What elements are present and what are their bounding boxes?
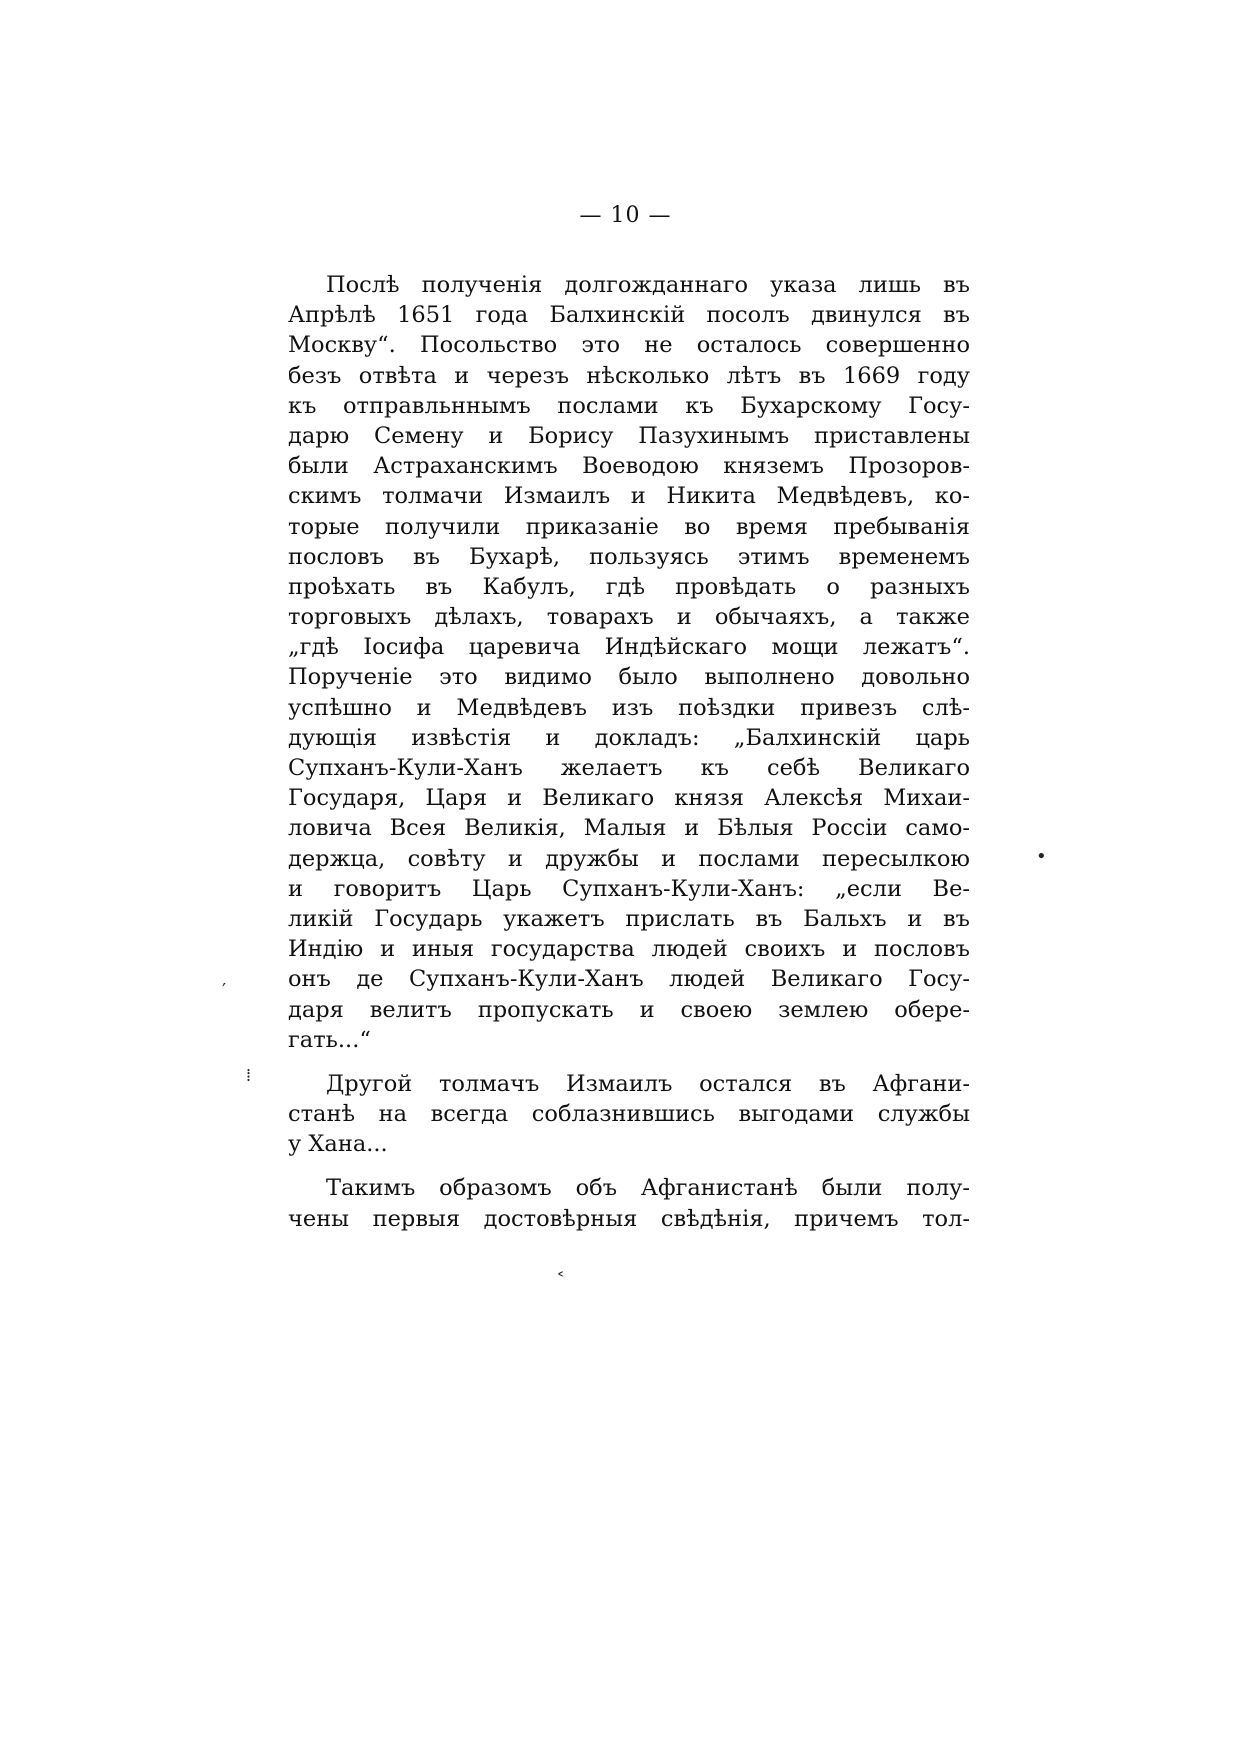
text-line: гать...“ — [288, 1026, 371, 1053]
text-line: и говоритъ Царь Супханъ-Кули-Ханъ: „если Ве- — [288, 875, 970, 902]
text-line: у Хана... — [288, 1131, 388, 1158]
text-line: скимъ толмачи Измаилъ и Никита Медвѣдевъ, ко- — [288, 483, 970, 510]
scan-speck: • — [1036, 846, 1047, 867]
text-line: Индію и иныя государства людей своихъ и пословъ — [288, 936, 970, 963]
text-line: даря велитъ пропускать и своею землею обере- — [288, 996, 970, 1023]
paragraph — [288, 1069, 970, 1160]
text-line: торговыхъ дѣлахъ, товарахъ и обычаяхъ, а также — [288, 604, 970, 631]
text-line: станѣ на всегда соблазнившись выгодами службы — [288, 1101, 970, 1128]
body-text — [288, 270, 970, 1234]
scan-speck: ⁞ — [246, 1065, 252, 1086]
text-line: Апрѣлѣ 1651 года Балхинскій посолъ двинулся въ — [288, 302, 970, 329]
text-line: дарю Семену и Борису Пазухинымъ приставлены — [288, 422, 970, 449]
text-line: дующія извѣстія и докладъ: „Балхинскій царь — [288, 724, 970, 751]
text-line: безъ отвѣта и черезъ нѣсколько лѣтъ въ 1669 году — [288, 362, 970, 389]
text-line: Послѣ полученія долгожданнаго указа лишь въ — [326, 272, 970, 298]
paragraph — [288, 1173, 970, 1233]
text-line: Такимъ образомъ объ Афганистанѣ были полу- — [326, 1175, 970, 1202]
text-line: „гдѣ Іосифа царевича Индѣйскаго мощи лежатъ“. — [288, 634, 970, 661]
text-line: Другой толмачъ Измаилъ остался въ Афгани- — [326, 1070, 970, 1097]
paragraph — [288, 270, 970, 1055]
text-line: Москву“. Посольство это не осталось совершенно — [288, 332, 970, 359]
text-line: торые получили приказаніе во время пребыванія — [288, 513, 970, 540]
text-line: держца, совѣту и дружбы и послами пересылкою — [288, 845, 970, 872]
text-line: къ отправльннымъ послами къ Бухарскому Госу- — [288, 392, 970, 419]
scan-speck: ′ — [222, 980, 227, 1001]
text-line: чены первыя достовѣрныя свѣдѣнія, причемъ тол- — [288, 1205, 970, 1232]
text-line: проѣхать въ Кабулъ, гдѣ провѣдать о разныхъ — [288, 573, 970, 600]
scan-speck: ˂ — [556, 1270, 565, 1291]
text-line: ловича Всея Великія, Малыя и Бѣлыя Россіи само- — [288, 815, 970, 842]
page-number: — 10 — — [579, 203, 672, 228]
text-line: Супханъ-Кули-Ханъ желаетъ къ себѣ Великаго — [288, 755, 970, 781]
text-line: Государя, Царя и Великаго князя Алексѣя Михаи- — [288, 785, 970, 812]
text-line: онъ де Супханъ-Кули-Ханъ людей Великаго Госу- — [288, 966, 970, 993]
text-line: ликій Государь укажетъ прислать въ Бальхъ и въ — [288, 905, 970, 932]
text-line: пословъ въ Бухарѣ, пользуясь этимъ временемъ — [288, 543, 970, 570]
text-line: были Астраханскимъ Воеводою княземъ Прозоров- — [288, 453, 970, 480]
text-line: успѣшно и Медвѣдевъ изъ поѣздки привезъ слѣ- — [288, 694, 970, 721]
text-line: Порученіе это видимо было выполнено довольно — [288, 664, 970, 691]
